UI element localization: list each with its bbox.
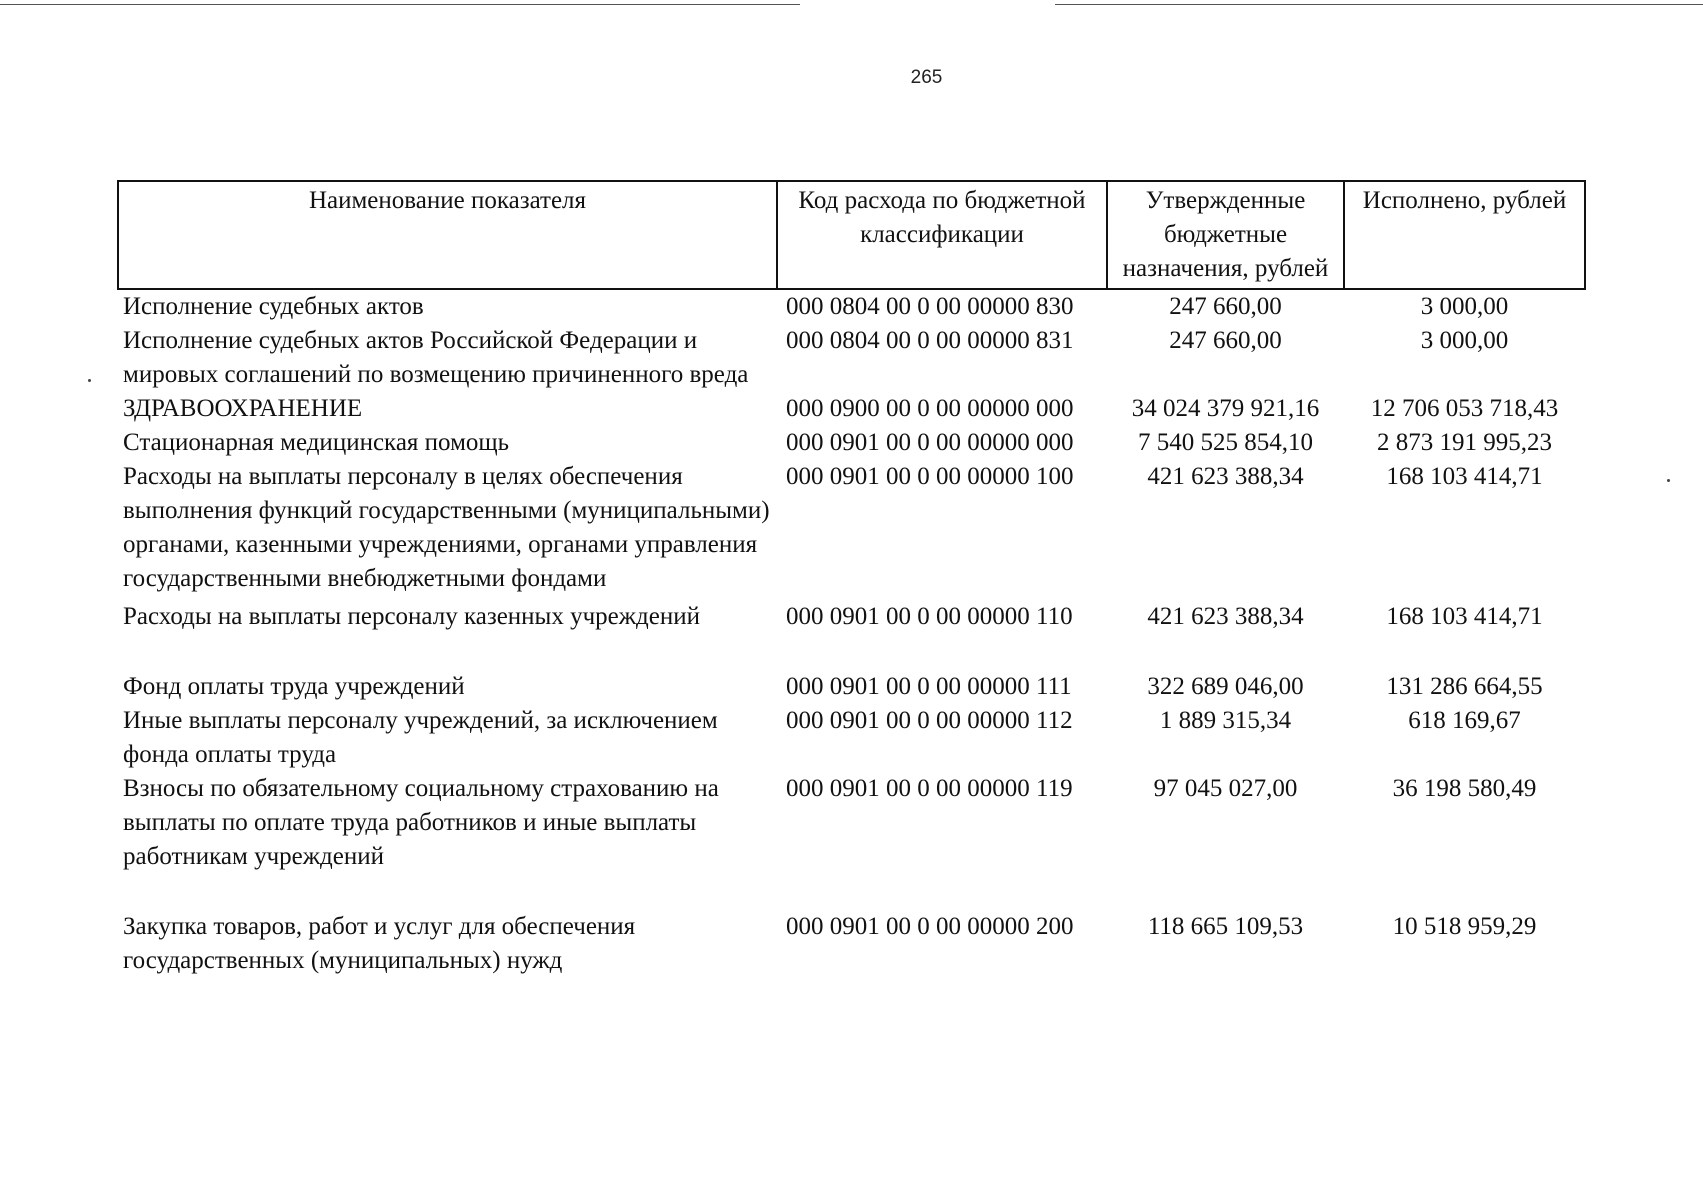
row-code: 000 0901 00 0 00 00000 110	[786, 603, 1073, 630]
scan-top-rule	[0, 4, 800, 5]
table-row	[118, 704, 1585, 772]
table-row	[118, 772, 1585, 910]
row-name: Расходы на выплаты персоналу в целях обеспечения выполнения функций государственными (муниципальными) органами, казенными учреждениями, органами управления государственными внебюджетными фондами	[123, 463, 770, 592]
row-code: 000 0900 00 0 00 00000 000	[786, 395, 1074, 422]
row-code: 000 0901 00 0 00 00000 100	[786, 463, 1074, 490]
table-row	[118, 289, 1585, 324]
budget-execution-table	[117, 180, 1586, 978]
row-code: 000 0804 00 0 00 00000 831	[786, 327, 1074, 354]
page-number: 265	[910, 67, 943, 88]
row-executed: 3 000,00	[1420, 327, 1509, 354]
row-approved: 34 024 379 921,16	[1131, 395, 1320, 422]
row-approved: 247 660,00	[1169, 293, 1282, 320]
header-budget-code: Код расхода по бюджетной классификации	[777, 181, 1107, 289]
row-approved: 1 889 315,34	[1159, 707, 1292, 734]
row-approved: 421 623 388,34	[1147, 603, 1304, 630]
table-body	[118, 289, 1585, 978]
header-executed-amount: Исполнено, рублей	[1344, 181, 1585, 289]
header-indicator-name: Наименование показателя	[118, 181, 777, 289]
scan-speck	[1667, 479, 1670, 482]
row-code: 000 0804 00 0 00 00000 830	[786, 293, 1074, 320]
table-row	[118, 324, 1585, 392]
row-name: Фонд оплаты труда учреждений	[123, 673, 465, 700]
table-row	[118, 600, 1585, 670]
row-executed: 12 706 053 718,43	[1370, 395, 1559, 422]
row-approved: 421 623 388,34	[1147, 463, 1304, 490]
row-executed: 168 103 414,71	[1386, 603, 1543, 630]
row-name: Расходы на выплаты персоналу казенных учреждений	[123, 603, 700, 630]
row-executed: 36 198 580,49	[1392, 775, 1537, 802]
scan-top-rule	[1055, 4, 1703, 5]
row-name: Иные выплаты персоналу учреждений, за исключением фонда оплаты труда	[123, 707, 718, 768]
header-approved-amount: Утвержденные бюджетные назначения, рублей	[1107, 181, 1344, 289]
row-code: 000 0901 00 0 00 00000 200	[786, 913, 1074, 940]
row-code: 000 0901 00 0 00 00000 112	[786, 707, 1073, 734]
row-code: 000 0901 00 0 00 00000 000	[786, 429, 1074, 456]
row-executed: 10 518 959,29	[1392, 913, 1537, 940]
table-row	[118, 910, 1585, 978]
row-code: 000 0901 00 0 00 00000 111	[786, 673, 1072, 700]
row-name: ЗДРАВООХРАНЕНИЕ	[123, 395, 363, 422]
row-code: 000 0901 00 0 00 00000 119	[786, 775, 1073, 802]
row-approved: 322 689 046,00	[1147, 673, 1304, 700]
table-header	[118, 181, 1585, 289]
header-row	[118, 181, 1585, 289]
table-row	[118, 460, 1585, 600]
row-name: Стационарная медицинская помощь	[123, 429, 510, 456]
row-name: Закупка товаров, работ и услуг для обеспечения государственных (муниципальных) нужд	[123, 913, 636, 974]
row-executed: 2 873 191 995,23	[1377, 429, 1552, 456]
row-executed: 168 103 414,71	[1386, 463, 1543, 490]
row-executed: 131 286 664,55	[1386, 673, 1543, 700]
row-approved: 7 540 525 854,10	[1138, 429, 1313, 456]
row-approved: 247 660,00	[1169, 327, 1282, 354]
row-name: Исполнение судебных актов Российской Федерации и мировых соглашений по возмещению причиненного вреда	[123, 327, 749, 388]
row-approved: 97 045 027,00	[1153, 775, 1298, 802]
table-row	[118, 670, 1585, 704]
table-row	[118, 392, 1585, 426]
row-executed: 618 169,67	[1408, 707, 1521, 734]
row-name: Исполнение судебных актов	[123, 293, 424, 320]
row-approved: 118 665 109,53	[1147, 913, 1304, 940]
scan-speck	[88, 379, 91, 382]
row-name: Взносы по обязательному социальному страхованию на выплаты по оплате труда работников и иные выплаты работникам учреждений	[123, 775, 719, 870]
row-executed: 3 000,00	[1420, 293, 1509, 320]
table-row	[118, 426, 1585, 460]
